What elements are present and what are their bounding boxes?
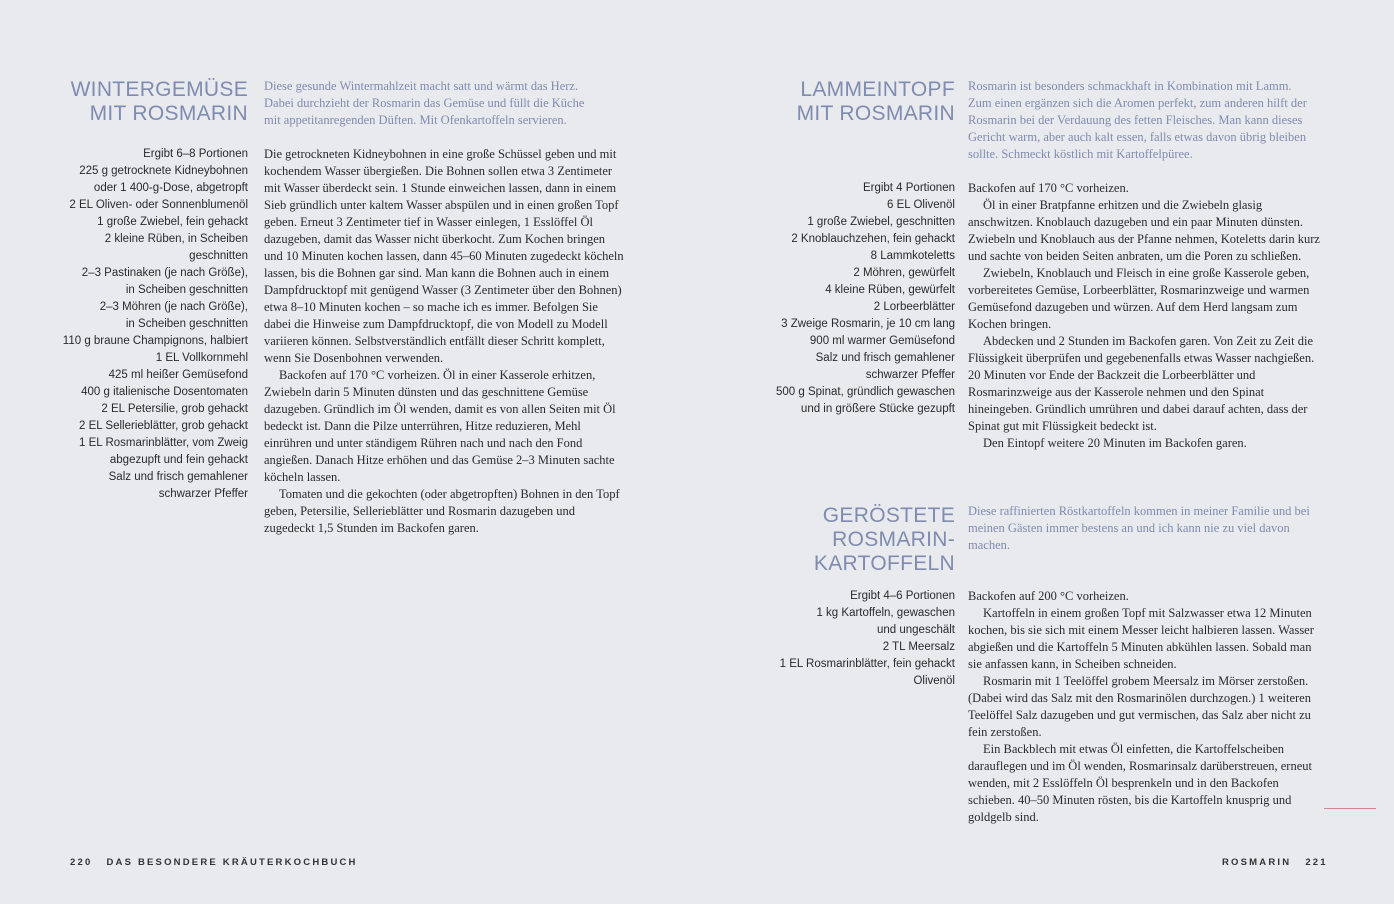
ingredient-line: 1 große Zwiebel, fein gehackt (97, 216, 248, 228)
title-line: KARTOFFELN (813, 552, 955, 575)
ingredient-line: 3 Zweige Rosmarin, je 10 cm lang (781, 318, 955, 330)
title-line: MIT ROSMARIN (796, 102, 955, 125)
ingredient-line: geschnitten (189, 250, 248, 262)
ingredient-line: 1 große Zwiebel, geschnitten (807, 216, 955, 228)
decorative-rule (1324, 808, 1376, 809)
ingredient-line: oder 1 400-g-Dose, abgetropft (93, 182, 248, 194)
method-paragraph: Den Eintopf weitere 20 Minuten im Backofen garen. (983, 436, 1247, 450)
ingredient-yield: Ergibt 4 Portionen (862, 182, 955, 194)
ingredient-line: und ungeschält (876, 624, 955, 636)
ingredient-line: 2–3 Pastinaken (je nach Größe), (81, 267, 248, 279)
ingredient-line: 1 EL Rosmarinblätter, vom Zweig (79, 437, 248, 449)
recipe-title-lammeintopf (745, 78, 955, 126)
page-number: 221 (1305, 857, 1328, 868)
ingredient-line: und in größere Stücke gezupft (800, 403, 955, 415)
ingredient-list (745, 180, 955, 418)
recipe-title-wintergemuese (40, 78, 248, 126)
ingredient-line: 110 g braune Champignons, halbiert (62, 335, 248, 347)
ingredient-line: Olivenöl (913, 675, 955, 687)
ingredient-line: 6 EL Olivenöl (887, 199, 955, 211)
ingredient-list (745, 588, 955, 690)
method-paragraph: Ein Backblech mit etwas Öl einfetten, die Kartoffelscheiben darauflegen und im Öl wenden, Rosmarinsalz darüberstreuen, erneut wenden, mit 2 Esslöffeln Öl besprenkeln und in den Backofen schieben. 40–50 Minuten rösten, bis die Kartoffeln knusprig und goldgelb sind. (968, 742, 1312, 824)
ingredient-line: 1 EL Vollkornmehl (155, 352, 248, 364)
ingredient-line: schwarzer Pfeffer (158, 488, 248, 500)
method-paragraph: Zwiebeln, Knoblauch und Fleisch in eine große Kasserole geben, vorbereitetes Gemüse, Lorbeerblätter, Rosmarinzweige und warmen Gemüsefond dazugeben und würzen. Auf dem Herd langsam zum Kochen bringen. (968, 266, 1310, 331)
method-paragraph: Abdecken und 2 Stunden im Backofen garen. Von Zeit zu Zeit die Flüssigkeit überprüfen und gegebenenfalls etwas Wasser nachgießen. 20 Minuten vor Ende der Backzeit die Lorbeerblätter und Rosmarinzweige aus der Kasserole nehmen und den Spinat hineingeben. Gründlich umrühren und dabei darauf achten, dass der Spinat gut mit Flüssigkeit bedeckt ist. (968, 334, 1315, 433)
ingredient-line: 2 EL Petersilie, grob gehackt (101, 403, 248, 415)
running-head: DAS BESONDERE KRÄUTERKOCHBUCH (106, 857, 358, 868)
title-line: GERÖSTETE (822, 504, 955, 527)
recipe-intro: Diese raffinierten Röstkartoffeln kommen in meiner Familie und bei meinen Gästen immer bestens an und ich kann nie zu viel davon machen. (968, 504, 1310, 552)
title-line: LAMMEINTOPF (800, 78, 955, 101)
page-number: 220 (70, 857, 93, 868)
ingredient-line: 400 g italienische Dosentomaten (81, 386, 248, 398)
ingredient-line: 1 EL Rosmarinblätter, fein gehackt (779, 658, 955, 670)
method-paragraph: Tomaten und die gekochten (oder abgetropften) Bohnen in den Topf geben, Petersilie, Sellerieblätter und Rosmarin dazugeben und zugedeckt 1,5 Stunden im Backofen garen. (264, 487, 620, 535)
method-paragraph: Kartoffeln in einem großen Topf mit Salzwasser etwa 12 Minuten kochen, bis sie sich mit einem Messer leicht halbieren lassen. Wasser abgießen und die Kartoffeln 5 Minuten abkühlen lassen. Sobald man sie anfassen kann, in Scheiben schneiden. (968, 606, 1314, 671)
method-text (968, 180, 1326, 452)
ingredient-line: 500 g Spinat, gründlich gewaschen (775, 386, 955, 398)
ingredient-line: 900 ml warmer Gemüsefond (809, 335, 955, 347)
method-paragraph: Die getrockneten Kidneybohnen in eine große Schüssel geben und mit kochendem Wasser übergießen. Die Bohnen sollen etwa 3 Zentimeter mit Wasser überdeckt sein. 1 Stunde einweichen lassen, dann in einem Sieb gründlich unter kaltem Wasser abspülen und in einen großen Topf geben. Erneut 3 Zentimeter tief in Wasser einlegen, 1 Esslöffel Öl dazugeben, damit das Wasser nicht überkocht. Zum Kochen bringen und 10 Minuten kochen lassen, dann 45–60 Minuten zugedeckt köcheln lassen, bis die Bohnen gar sind. Man kann die Bohnen auch in einem Dampfdrucktopf mit genügend Wasser (3 Zentimeter über den Bohnen) etwa 8–10 Minuten kochen – so mache ich es immer. Befolgen Sie dabei die Hinweise zum Dampfdrucktopf, die von Modell zu Modell variieren können. Selbstverständlich entfällt dieser Schritt komplett, wenn Sie Dosenbohnen verwenden. (264, 147, 624, 365)
ingredient-line: 225 g getrocknete Kidneybohnen (79, 165, 248, 177)
ingredient-line: Salz und frisch gemahlener (815, 352, 955, 364)
ingredient-line: schwarzer Pfeffer (865, 369, 955, 381)
ingredient-line: in Scheiben geschnitten (125, 318, 248, 330)
ingredient-line: 2 kleine Rüben, in Scheiben (104, 233, 248, 245)
recipe-intro: Rosmarin ist besonders schmackhaft in Kombination mit Lamm. Zum einen ergänzen sich die Aromen perfekt, zum anderen hilft der Rosmarin bei der Verdauung des fetten Fleisches. Man kann dieses Gericht warm, aber auch kalt essen, falls etwas davon übrig bleiben sollte. Schmeckt köstlich mit Kartoffelpüree. (968, 79, 1307, 161)
ingredient-line: abgezupft und fein gehackt (109, 454, 248, 466)
ingredient-yield: Ergibt 4–6 Portionen (850, 590, 955, 602)
footer-left (70, 857, 372, 868)
method-paragraph: Öl in einer Bratpfanne erhitzen und die Zwiebeln glasig anschwitzen. Knoblauch dazugeben und ein paar Minuten dünsten. Zwiebeln und Knoblauch aus der Pfanne nehmen, Koteletts darin kurz und sachte von beiden Seiten anbraten, um die Poren zu schließen. (968, 198, 1320, 263)
method-paragraph: Backofen auf 200 °C vorheizen. (968, 589, 1129, 603)
method-paragraph: Backofen auf 170 °C vorheizen. Öl in einer Kasserole erhitzen, Zwiebeln darin 5 Minuten dünsten und das geschnittene Gemüse dazugeben. Gründlich im Öl wenden, damit es von allen Seiten mit Öl bedeckt ist. Dann die Pilze unterrühren, Hitze reduzieren, Mehl einrühren und unter ständigem Rühren nach und nach den Fond angießen. Danach Hitze erhöhen und das Gemüse 2–3 Minuten sachte köcheln lassen. (264, 368, 616, 484)
method-paragraph: Backofen auf 170 °C vorheizen. (968, 181, 1129, 195)
ingredient-line: 2 Lorbeerblätter (873, 301, 955, 313)
ingredient-line: 8 Lammkoteletts (870, 250, 955, 262)
title-line: WINTERGEMÜSE (70, 78, 248, 101)
ingredient-line: 2–3 Möhren (je nach Größe), (99, 301, 248, 313)
ingredient-list (40, 146, 248, 503)
recipe-title-roestkartoffeln (745, 504, 955, 576)
ingredient-line: 4 kleine Rüben, gewürfelt (825, 284, 955, 296)
title-line: MIT ROSMARIN (89, 102, 248, 125)
footer-right (1222, 857, 1328, 868)
ingredient-line: 2 EL Sellerieblätter, grob gehackt (79, 420, 248, 432)
ingredient-line: 1 kg Kartoffeln, gewaschen (816, 607, 955, 619)
ingredient-line: 2 Möhren, gewürfelt (853, 267, 955, 279)
ingredient-line: Salz und frisch gemahlener (108, 471, 248, 483)
ingredient-line: 2 TL Meersalz (882, 641, 955, 653)
method-paragraph: Rosmarin mit 1 Teelöffel grobem Meersalz im Mörser zerstoßen. (Dabei wird das Salz mit den Rosmarinölen durchzogen.) 1 weiteren Teelöffel Salz dazugeben und gut vermischen, das Salz aber nicht zu fein zerstoßen. (968, 674, 1311, 739)
title-line: ROSMARIN- (832, 528, 955, 551)
ingredient-line: 425 ml heißer Gemüsefond (108, 369, 248, 381)
ingredient-line: 2 Knoblauchzehen, fein gehackt (791, 233, 955, 245)
running-head: ROSMARIN (1222, 857, 1292, 868)
ingredient-line: in Scheiben geschnitten (125, 284, 248, 296)
recipe-intro: Diese gesunde Wintermahlzeit macht satt und wärmt das Herz. Dabei durchzieht der Rosmarin das Gemüse und füllt die Küche mit appetitanregenden Düften. Mit Ofenkartoffeln servieren. (264, 79, 585, 127)
ingredient-line: 2 EL Oliven- oder Sonnenblumenöl (69, 199, 248, 211)
method-text (264, 146, 624, 537)
ingredient-yield: Ergibt 6–8 Portionen (143, 148, 248, 160)
method-text (968, 588, 1320, 826)
